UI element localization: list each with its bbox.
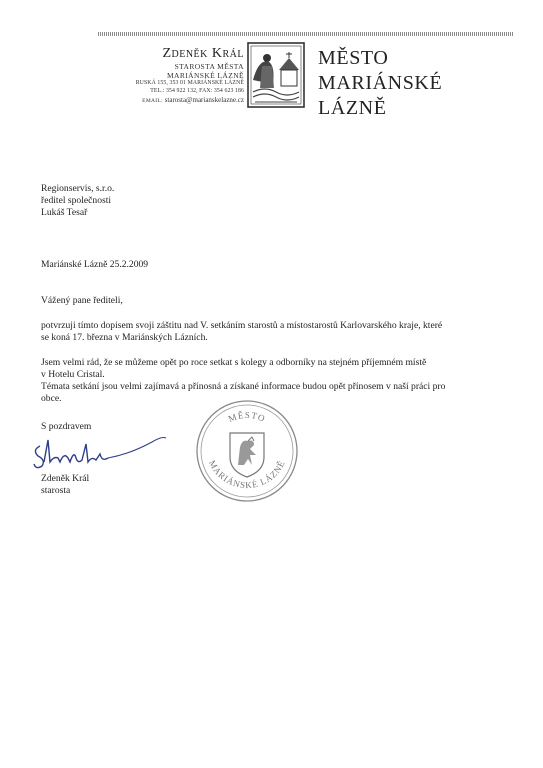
city-line-1: MĚSTO — [318, 47, 389, 69]
sender-address: RUSKÁ 155, 353 01 MARIÁNSKÉ LÁZNĚ — [135, 80, 244, 86]
official-town-stamp — [192, 395, 302, 507]
city-line-2: MARIÁNSKÉ — [318, 72, 443, 94]
signer-title: starosta — [41, 485, 71, 496]
header-dotted-rule — [98, 32, 513, 36]
sender-email-line — [96, 95, 244, 106]
body-paragraph-3-line-1: Témata setkání jsou velmi zajímavá a přínosná a získané informace budou opět přínosem v naší práci pro — [41, 381, 446, 392]
place-date: Mariánské Lázně 25.2.2009 — [41, 259, 149, 270]
city-line-3: LÁZNĚ — [318, 97, 387, 119]
closing-regards: S pozdravem — [41, 421, 92, 432]
mayor-title: STAROSTA MĚSTA — [174, 62, 244, 71]
body-paragraph-2-line-1: Jsem velmi rád, že se můžeme opět po roce setkat s kolegy a odborníky na stejném příjemném místě — [41, 357, 427, 368]
handwritten-signature — [30, 432, 180, 474]
recipient-company: Regionservis, s.r.o. — [41, 183, 115, 194]
salutation: Vážený pane řediteli, — [41, 295, 123, 306]
stamp-lion-shield-icon — [230, 433, 264, 477]
body-paragraph-1-line-2: se koná 17. března v Mariánských Lázních. — [41, 332, 208, 343]
letterhead-sender-block — [96, 46, 244, 106]
body-paragraph-1-line-1: potvrzuji tímto dopisem svoji záštitu nad V. setkáním starostů a místostarostů Karlovarského kraje, které — [41, 320, 443, 331]
svg-text:MĚSTO — [227, 410, 267, 424]
mayor-name: Zdeněk Král — [162, 46, 244, 61]
stamp-top-text: MĚSTO — [226, 409, 268, 425]
recipient-role: ředitel společnosti — [41, 195, 112, 206]
stamp-bottom-text: MARIÁNSKÉ LÁZNĚ — [206, 458, 287, 491]
city-name-block — [318, 46, 442, 121]
signer-name: Zdeněk Král — [41, 473, 90, 484]
sender-phone-fax: TEL.: 354 922 132, FAX: 354 623 186 — [150, 87, 244, 94]
sender-email: starosta@marianskelazne.cz — [164, 96, 244, 104]
body-paragraph-2-line-2: v Hotelu Cristal. — [41, 369, 105, 380]
town-crest-icon — [245, 40, 307, 112]
town-name-caps: MARIÁNSKÉ LÁZNĚ — [166, 71, 244, 80]
email-label: EMAIL: — [142, 98, 163, 104]
svg-text:MARIÁNSKÉ LÁZNĚ — [207, 459, 287, 491]
body-paragraph-3-line-2: obce. — [41, 393, 62, 404]
recipient-name: Lukáš Tesař — [41, 207, 88, 218]
